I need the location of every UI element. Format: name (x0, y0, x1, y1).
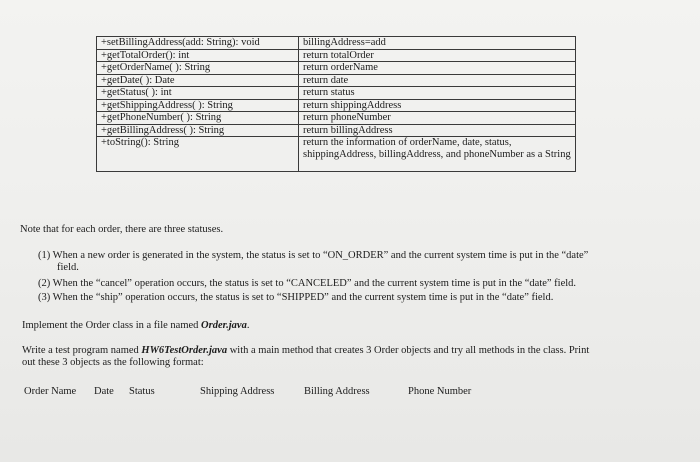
implement-prefix: Implement the Order class in a file named (22, 320, 202, 331)
table-row (97, 74, 576, 87)
method-signature: +getOrderName( ): String (97, 62, 299, 75)
status-item-1 (38, 250, 668, 273)
format-column-status: Status (129, 386, 155, 397)
status-note: Note that for each order, there are three statuses. (20, 224, 224, 235)
table-row (97, 87, 576, 100)
test-suffix: with a main method that creates 3 Order objects and try all methods in the class. Print (227, 345, 590, 356)
format-column-order-name: Order Name (24, 386, 77, 397)
method-signature: +getShippingAddress( ): String (97, 99, 299, 112)
uml-method-table (96, 36, 576, 172)
status-item-1-line2: field. (57, 261, 79, 273)
method-description: return phoneNumber (299, 112, 576, 125)
method-description: return date (299, 74, 576, 87)
method-description: return orderName (299, 62, 576, 75)
format-column-phone-number: Phone Number (408, 386, 472, 397)
table-row (97, 62, 576, 75)
method-description: return shippingAddress (299, 99, 576, 112)
table-row (97, 124, 576, 137)
table-row (97, 137, 576, 172)
method-signature: +getPhoneNumber( ): String (97, 112, 299, 125)
method-signature: +toString(): String (97, 137, 299, 172)
test-prefix: Write a test program named (22, 345, 142, 356)
test-filename: HW6TestOrder.java (141, 345, 228, 356)
table-row (97, 37, 576, 50)
method-description: return totalOrder (299, 49, 576, 62)
table-row (97, 99, 576, 112)
table-row (97, 112, 576, 125)
implement-instruction (22, 320, 249, 332)
method-description: billingAddress=add (299, 37, 576, 50)
implement-suffix: . (246, 320, 250, 331)
implement-filename: Order.java (201, 320, 247, 331)
format-column-billing-address: Billing Address (304, 386, 370, 397)
method-signature: +getBillingAddress( ): String (97, 124, 299, 137)
method-description: return billingAddress (299, 124, 576, 137)
format-column-shipping-address: Shipping Address (200, 386, 275, 397)
status-item-3: (3) When the “ship” operation occurs, the status is set to “SHIPPED” and the current system time is put in the “date” field. (38, 292, 554, 303)
status-item-2: (2) When the “cancel” operation occurs, the status is set to “CANCELED” and the current system time is put in the “date” field. (38, 278, 577, 289)
method-signature: +getDate( ): Date (97, 74, 299, 87)
method-signature: +getStatus( ): int (97, 87, 299, 100)
table-row (97, 49, 576, 62)
status-item-1-line1: (1) When a new order is generated in the system, the status is set to “ON_ORDER” and the current system time is put in the “date” (38, 250, 589, 261)
test-line2: out these 3 objects as the following format: (22, 357, 204, 368)
method-description: return status (299, 87, 576, 100)
method-signature: +setBillingAddress(add: String): void (97, 37, 299, 50)
method-signature: +getTotalOrder(): int (97, 49, 299, 62)
method-description: return the information of orderName, date, status, shippingAddress, billingAddress, and phoneNumber as a String (299, 137, 576, 172)
format-column-date: Date (94, 386, 114, 397)
test-instruction (22, 345, 589, 369)
